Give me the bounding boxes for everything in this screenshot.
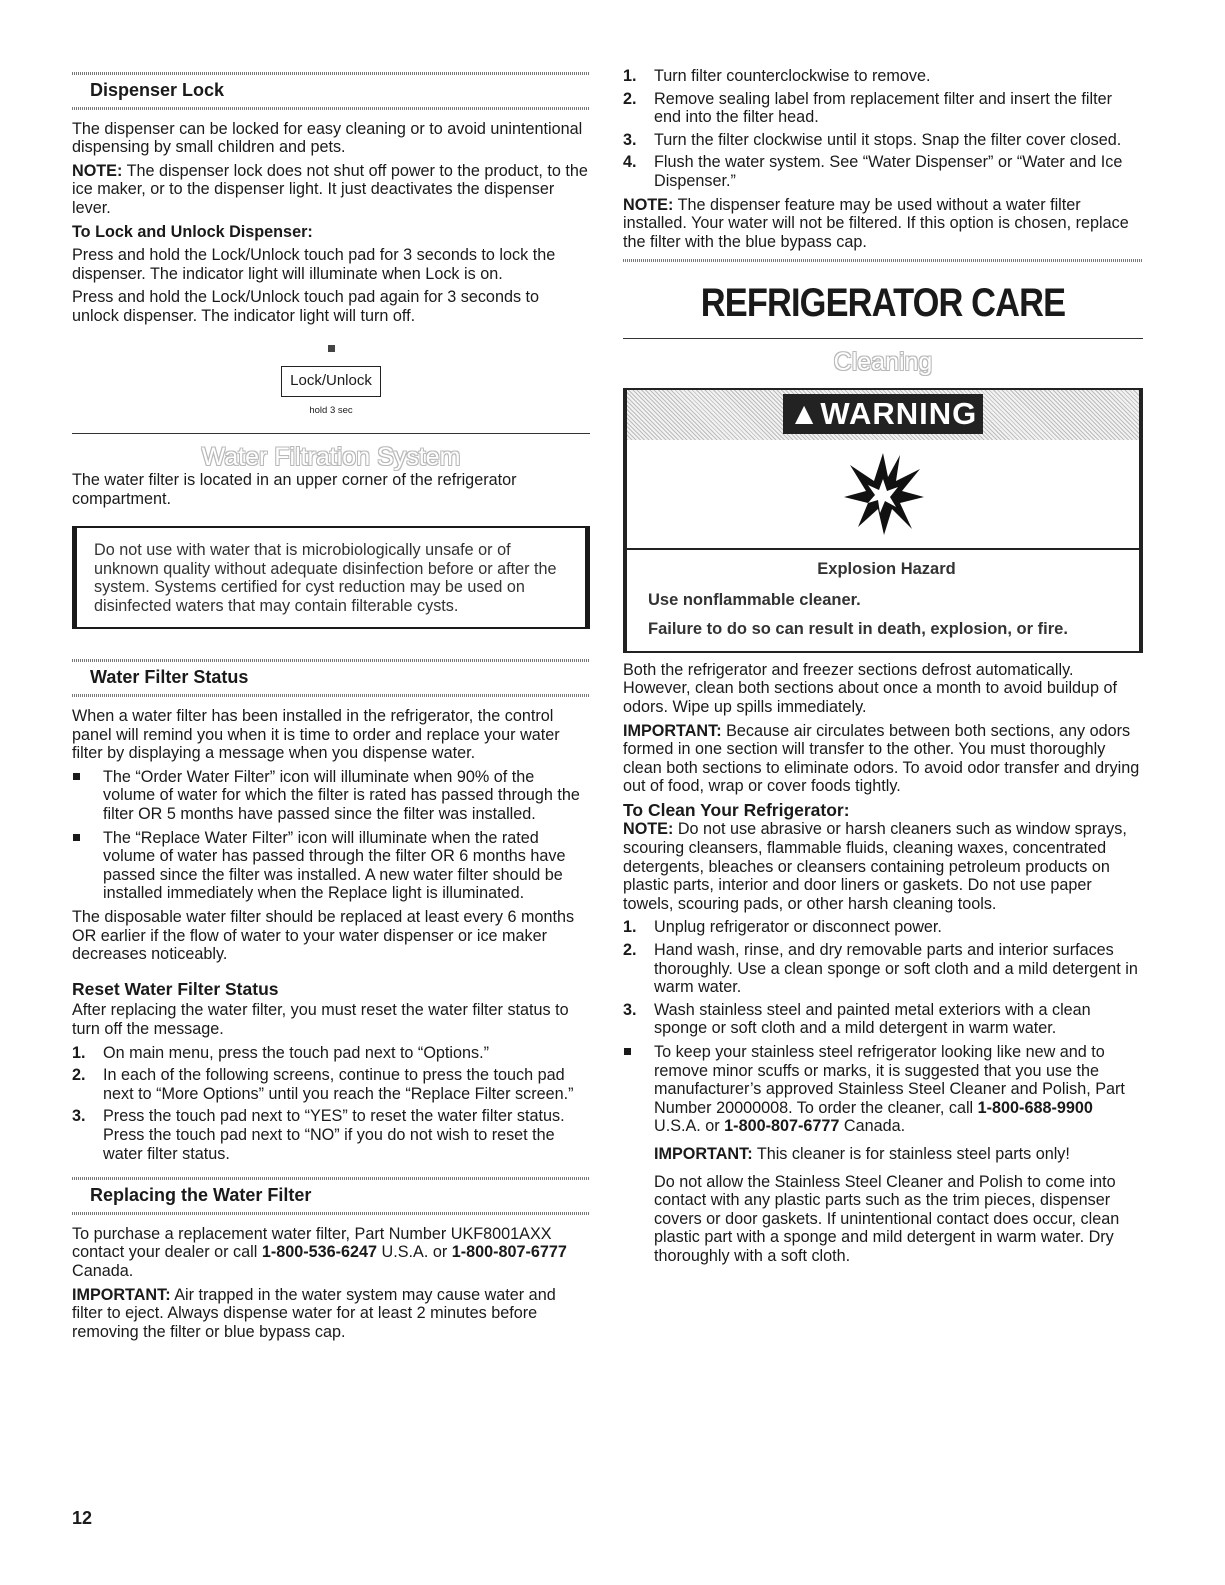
cleaning-steps-list bbox=[623, 918, 1143, 1038]
list-item bbox=[72, 1044, 590, 1063]
list-item bbox=[623, 67, 1143, 86]
list-item bbox=[623, 1001, 1143, 1038]
section-heading: Dispenser Lock bbox=[90, 80, 225, 100]
warning-triangle-icon: ▲ bbox=[788, 395, 821, 431]
warning-title: WARNING bbox=[820, 395, 978, 431]
step-text: Turn the filter clockwise until it stops. Snap the filter cover closed. bbox=[654, 130, 1122, 149]
step-number: 4. bbox=[623, 153, 637, 172]
step-text: Flush the water system. See “Water Dispenser” or “Water and Ice Dispenser.” bbox=[654, 153, 1123, 190]
step-number: 2. bbox=[623, 89, 637, 108]
divider bbox=[72, 107, 590, 110]
left-column bbox=[72, 0, 590, 1346]
step-text: On main menu, press the touch pad next to “Options.” bbox=[103, 1043, 490, 1062]
warning-box bbox=[623, 388, 1143, 653]
status-bullet-list bbox=[72, 768, 590, 903]
text: Canada. bbox=[72, 1261, 134, 1280]
step-number: 1. bbox=[623, 918, 637, 937]
subsection-heading: To Clean Your Refrigerator: bbox=[623, 799, 850, 820]
list-item bbox=[623, 131, 1143, 150]
list-item-text: The “Order Water Filter” icon will illuminate when 90% of the volume of water for which the filter is rated has passed through the filter OR 5 months have passed since the filter was installed. bbox=[103, 767, 580, 824]
important-paragraph bbox=[623, 1145, 1143, 1164]
step-text: Press the touch pad next to “YES” to reset the water filter status. Press the touch pad next to “NO” if you do not wish to reset the water filter status. bbox=[103, 1107, 565, 1163]
paragraph: Do not allow the Stainless Steel Cleaner and Polish to come into contact with any plastic parts such as the trim pieces, dispenser covers or door gaskets. If unintentional contact does occur, clean plastic part with a sponge and mild detergent in warm water. Dry thoroughly with a soft cloth. bbox=[654, 1172, 1120, 1265]
important-paragraph bbox=[72, 1286, 590, 1342]
important-text: Air trapped in the water system may cause water and filter to eject. Always dispense water for at least 2 minutes before removing the filter or blue bypass cap. bbox=[72, 1285, 556, 1341]
water-filter-status-section bbox=[72, 659, 590, 963]
list-item-text: The “Replace Water Filter” icon will illuminate when the rated volume of water has passed through the filter OR 6 months have passed since the filter was installed. A new water filter should be installed immediately when the Replace light is illuminated. bbox=[103, 828, 566, 903]
step-text: Wash stainless steel and painted metal exteriors with a clean sponge or soft cloth and a mild detergent in warm water. bbox=[654, 1000, 1091, 1038]
paragraph: The dispenser can be locked for easy cleaning or to avoid unintentional dispensing by small children and pets. bbox=[72, 119, 583, 157]
note-text: The dispenser feature may be used without a water filter installed. Your water will not be filtered. If this option is chosen, replace the filter with the blue bypass cap. bbox=[623, 195, 1129, 251]
text: To keep your stainless steel refrigerator looking like new and to remove minor scuffs or marks, it is suggested that you use the manufacturer’s approved Stainless Steel Cleaner and Polish, Part Number 20000008. To order the cleaner, call bbox=[654, 1043, 1125, 1117]
note-label: NOTE: bbox=[623, 195, 674, 214]
warning-header bbox=[627, 390, 1139, 440]
divider bbox=[72, 1212, 590, 1215]
section-heading: Water Filter Status bbox=[90, 667, 249, 688]
paragraph: Both the refrigerator and freezer sections defrost automatically. However, clean both sections about once a month to avoid buildup of odors. Wipe up spills immediately. bbox=[623, 660, 1118, 716]
important-label: IMPORTANT: bbox=[72, 1285, 171, 1304]
list-item bbox=[623, 1043, 1143, 1136]
divider bbox=[72, 694, 590, 697]
list-item bbox=[623, 153, 1143, 190]
note-text: The dispenser lock does not shut off power to the product, to the ice maker, or to the dispenser light. It just deactivates the dispenser lever. bbox=[72, 161, 588, 217]
phone-number-us: 1-800-536-6247 bbox=[261, 1243, 378, 1262]
section-title: Water Filtration System bbox=[201, 443, 461, 472]
text: U.S.A. or bbox=[377, 1243, 452, 1262]
bullet-icon bbox=[73, 773, 80, 780]
section-title: REFRIGERATOR CARE bbox=[700, 281, 1066, 326]
cleaning-section bbox=[623, 661, 1143, 1266]
dispenser-lock-section bbox=[72, 72, 590, 434]
note-paragraph bbox=[623, 820, 1143, 913]
list-item bbox=[72, 829, 590, 903]
lock-unlock-pad: Lock/Unlock bbox=[281, 366, 381, 397]
step-number: 3. bbox=[72, 1107, 86, 1126]
phone-number-us: 1-800-688-9900 bbox=[977, 1098, 1093, 1117]
divider bbox=[623, 259, 1143, 262]
step-text: Hand wash, rinse, and dry removable parts and interior surfaces thoroughly. Use a clean sponge or soft cloth and a mild detergent in warm water. bbox=[654, 941, 1138, 997]
stainless-steel-bullets bbox=[623, 1043, 1143, 1136]
step-number: 3. bbox=[623, 1000, 637, 1019]
reset-filter-status-section bbox=[72, 980, 590, 1163]
hazard-instruction: Use nonflammable cleaner. bbox=[648, 590, 861, 609]
list-item bbox=[72, 768, 590, 824]
water-quality-warning-box: Do not use with water that is microbiologically unsafe or of unknown quality without adequate disinfection before or after the system. Systems certified for cyst reduction may be used on disinfected waters that may contain filterable cysts. bbox=[72, 526, 590, 629]
right-column bbox=[623, 0, 1143, 1271]
note-paragraph bbox=[623, 196, 1143, 252]
note-label: NOTE: bbox=[72, 161, 123, 180]
step-text: Turn filter counterclockwise to remove. bbox=[654, 67, 931, 85]
list-item bbox=[623, 918, 1143, 937]
water-filtration-section bbox=[72, 443, 590, 629]
step-text: In each of the following screens, continue to press the touch pad next to “More Options” until you reach the “Replace Filter screen.” bbox=[103, 1066, 574, 1103]
step-number: 2. bbox=[72, 1066, 86, 1085]
reset-steps-list bbox=[72, 1044, 590, 1164]
step-number: 3. bbox=[623, 130, 637, 149]
note-text: Do not use abrasive or harsh cleaners such as window sprays, scouring cleansers, flammable fluids, cleaning waxes, concentrated detergents, bleaches or cleansers containing petroleum products on plastic parts, interior and door liners or gaskets. Do not use paper towels, scouring pads, or other harsh cleaning tools. bbox=[623, 820, 1127, 913]
phone-number-canada: 1-800-807-6777 bbox=[451, 1243, 567, 1262]
indicator-light-icon bbox=[328, 345, 335, 352]
list-item bbox=[72, 1107, 590, 1163]
step-text: Unplug refrigerator or disconnect power. bbox=[654, 918, 942, 937]
paragraph: Press and hold the Lock/Unlock touch pad for 3 seconds to lock the dispenser. The indicator light will illuminate when Lock is on. bbox=[72, 246, 556, 283]
pad-hint: hold 3 sec bbox=[309, 404, 353, 416]
text: To purchase a replacement water filter, Part Number UKF8001AXX contact your dealer or call bbox=[72, 1224, 552, 1262]
filter-steps-list bbox=[623, 67, 1143, 191]
paragraph: Press and hold the Lock/Unlock touch pad again for 3 seconds to unlock dispenser. The indicator light will turn off. bbox=[72, 288, 540, 325]
step-number: 1. bbox=[72, 1043, 86, 1062]
lock-illustration bbox=[72, 338, 590, 421]
bullet-icon bbox=[73, 834, 80, 841]
divider bbox=[623, 338, 1143, 339]
text: U.S.A. or bbox=[654, 1117, 725, 1136]
phone-number-canada: 1-800-807-6777 bbox=[724, 1117, 840, 1136]
important-label: IMPORTANT: bbox=[654, 1144, 753, 1163]
text: Canada. bbox=[839, 1117, 906, 1136]
paragraph: The water filter is located in an upper corner of the refrigerator compartment. bbox=[72, 470, 517, 508]
explosion-icon bbox=[627, 440, 1139, 548]
note-paragraph bbox=[72, 162, 590, 218]
paragraph bbox=[72, 1225, 590, 1281]
page-number: 12 bbox=[72, 1508, 93, 1528]
hazard-consequence: Failure to do so can result in death, explosion, or fire. bbox=[648, 620, 1068, 639]
section-heading: Replacing the Water Filter bbox=[90, 1185, 312, 1206]
subsection-heading: Reset Water Filter Status bbox=[72, 978, 279, 999]
list-item bbox=[623, 90, 1143, 127]
divider bbox=[72, 433, 590, 434]
important-text: Because air circulates between both sections, any odors formed in one section will transfer to the other. You must thoroughly clean both sections to eliminate odors. To avoid odor transfer and drying out of food, wrap or cover foods tightly. bbox=[623, 721, 1140, 796]
paragraph: After replacing the water filter, you must reset the water filter status to turn off the message. bbox=[72, 1001, 569, 1038]
hazard-title: Explosion Hazard bbox=[817, 559, 956, 578]
important-label: IMPORTANT: bbox=[623, 721, 722, 740]
list-item bbox=[72, 1066, 590, 1103]
important-text: This cleaner is for stainless steel parts only! bbox=[752, 1144, 1070, 1163]
step-number: 2. bbox=[623, 941, 637, 960]
warning-label bbox=[783, 394, 984, 434]
bullet-icon bbox=[624, 1048, 631, 1055]
paragraph: When a water filter has been installed in the refrigerator, the control panel will remind you when it is time to order and replace your water filter by displaying a message when you dispense water. bbox=[72, 707, 560, 763]
list-item bbox=[623, 941, 1143, 997]
note-label: NOTE: bbox=[623, 820, 674, 839]
replacing-filter-section bbox=[72, 1177, 590, 1341]
subheading: To Lock and Unlock Dispenser: bbox=[72, 222, 313, 241]
cleaning-heading: Cleaning bbox=[833, 348, 933, 377]
step-number: 1. bbox=[623, 67, 637, 85]
filter-replacement-steps bbox=[623, 67, 1143, 262]
step-text: Remove sealing label from replacement filter and insert the filter end into the filter head. bbox=[654, 89, 1112, 127]
paragraph: The disposable water filter should be replaced at least every 6 months OR earlier if the flow of water to your water dispenser or ice maker decreases noticeably. bbox=[72, 908, 575, 964]
important-paragraph bbox=[623, 722, 1143, 796]
warning-text bbox=[627, 548, 1139, 651]
